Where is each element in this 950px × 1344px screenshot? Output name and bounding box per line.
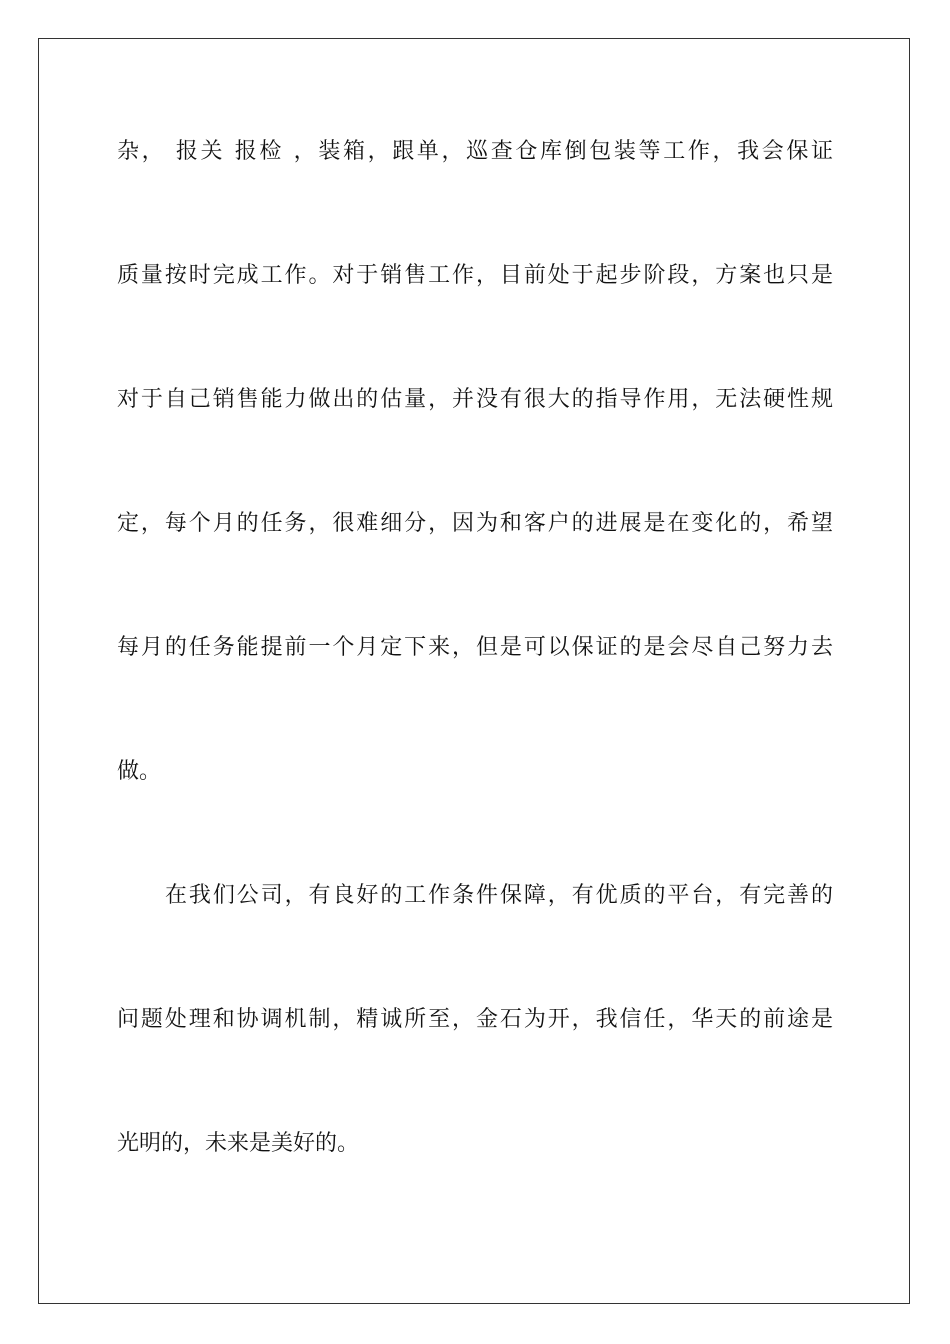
- paragraph-2-line-3: 光明的，未来是美好的。: [117, 1131, 360, 1156]
- paragraph-1-line-6: 做。: [117, 759, 162, 784]
- paragraph-1-line-4: 定，每个月的任务，很难细分，因为和客户的进展是在变化的，希望: [117, 511, 833, 536]
- page-border: [38, 38, 910, 1304]
- paragraph-1-line-5: 每月的任务能提前一个月定下来，但是可以保证的是会尽自己努力去: [117, 635, 833, 660]
- paragraph-1-line-3: 对于自己销售能力做出的估量，并没有很大的指导作用，无法硬性规: [117, 387, 833, 412]
- paragraph-1-line-1: 杂， 报关 报检 ，装箱，跟单，巡查仓库倒包装等工作，我会保证: [117, 139, 833, 164]
- paragraph-1-line-2: 质量按时完成工作。对于销售工作，目前处于起步阶段，方案也只是: [117, 263, 833, 288]
- paragraph-2-line-2: 问题处理和协调机制，精诚所至，金石为开，我信任，华天的前途是: [117, 1007, 833, 1032]
- paragraph-2-line-1: 在我们公司，有良好的工作条件保障，有优质的平台，有完善的: [165, 883, 833, 908]
